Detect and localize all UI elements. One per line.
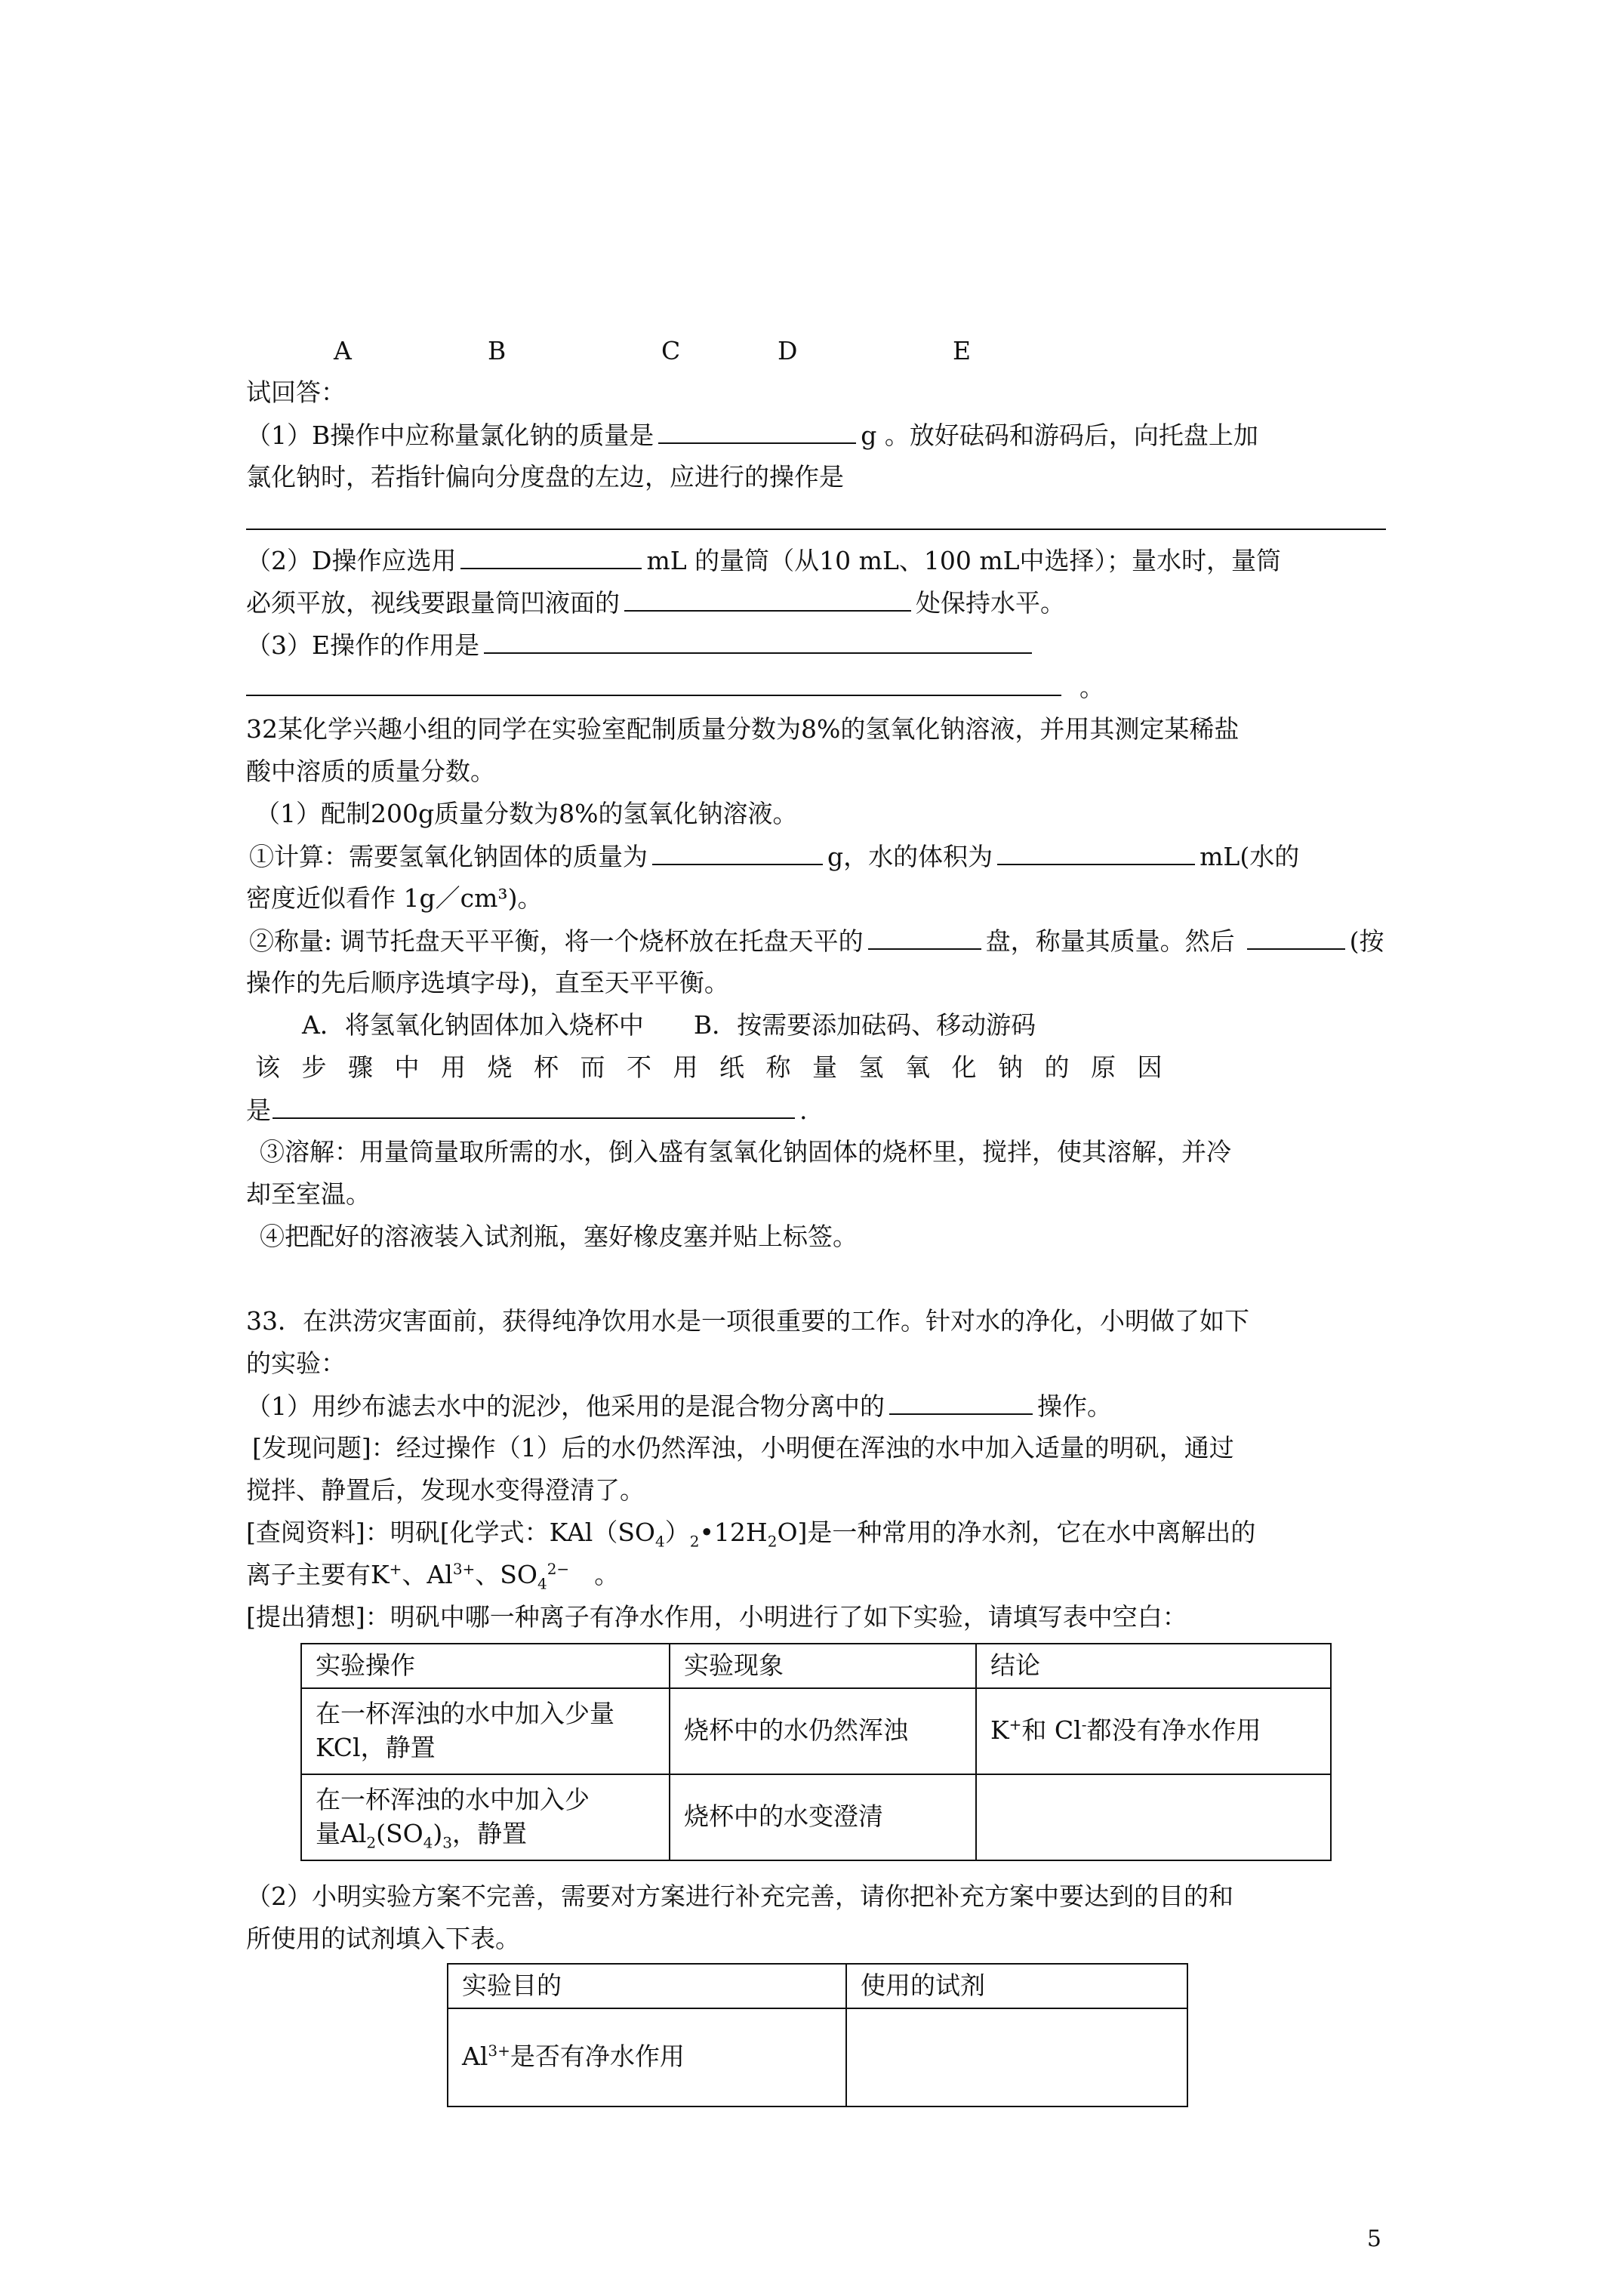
q32-line11: ③溶解：用量筒量取所需的水，倒入盛有氢氧化钠固体的烧杯里，搅拌，使其溶解，并冷 — [260, 1137, 1231, 1166]
q33-l7-text: 、SO — [475, 1560, 537, 1589]
q33-line7 — [246, 1560, 620, 1593]
table-header: 使用的试剂 — [846, 1964, 1187, 2008]
answer-blank[interactable] — [868, 926, 981, 950]
table-cell — [448, 2008, 846, 2106]
q32-line1: 32某化学兴趣小组的同学在实验室配制质量分数为8%的氢氧化钠溶液，并用其测定某稀盐 — [246, 714, 1240, 744]
q32-line7: 操作的先后顺序选填字母)，直至天平平衡。 — [246, 968, 729, 997]
answer-blank[interactable] — [1247, 926, 1345, 950]
q31-p2-text-c: 必须平放，视线要跟量筒凹液面的 — [246, 588, 620, 618]
table-cell — [301, 1774, 670, 1860]
q32-line6 — [249, 926, 1384, 957]
table-cell: 烧杯中的水变澄清 — [670, 1774, 976, 1860]
q33-line8: [提出猜想]：明矾中哪一种离子有净水作用，小明进行了如下实验，请填写表中空白： — [246, 1602, 1187, 1632]
cell-text: K — [990, 1715, 1009, 1746]
figure-label-e: E — [953, 336, 972, 365]
subscript: 3 — [442, 1833, 453, 1852]
subscript: 4 — [537, 1574, 547, 1593]
q32-line13: ④把配好的溶液装入试剂瓶，塞好橡皮塞并贴上标签。 — [260, 1222, 858, 1251]
reagent-input-cell[interactable] — [846, 2008, 1187, 2106]
table-header: 实验现象 — [670, 1644, 976, 1688]
cell-text: (SO — [376, 1818, 423, 1848]
q31-p2-text-d: 处保持水平。 — [916, 588, 1065, 618]
answer-blank[interactable] — [997, 841, 1195, 865]
q33-line4: [发现问题]：经过操作（1）后的水仍然浑浊，小明便在浑浊的水中加入适量的明矾，通过 — [252, 1433, 1234, 1462]
subscript: 4 — [655, 1532, 665, 1551]
table-row — [301, 1688, 1331, 1774]
table-header: 结论 — [976, 1644, 1331, 1688]
q32-line4 — [249, 841, 1299, 872]
table-row — [448, 2008, 1187, 2106]
q31-part2-line2 — [246, 587, 1065, 618]
q32-l4-text-b: g，水的体积为 — [827, 842, 993, 871]
q32-line8: A．将氢氧化钠固体加入烧杯中 B．按需要添加砝码、移动游码 — [302, 1010, 1036, 1040]
cell-text: ，静置 — [452, 1818, 528, 1848]
cell-text: 和 Cl — [1021, 1715, 1082, 1746]
q31-part3-line1 — [246, 630, 1036, 661]
subscript: 2 — [366, 1833, 377, 1852]
q32-l6-text-a: ②称量: 调节托盘天平平衡，将一个烧杯放在托盘天平的 — [249, 926, 864, 956]
cell-text: ) — [433, 1818, 443, 1848]
answer-blank[interactable] — [460, 545, 642, 569]
table-header-row — [301, 1644, 1331, 1688]
q33-l6-text: [查阅资料]：明矾[化学式：KAl（SO — [246, 1518, 655, 1547]
q32-l10-text-a: 是 — [246, 1096, 271, 1125]
q33-line1: 33．在洪涝灾害面前，获得纯净饮用水是一项很重要的工作。针对水的净化，小明做了如下 — [246, 1306, 1249, 1336]
superscript: 3+ — [452, 1560, 476, 1578]
q32-l4-text-a: ①计算：需要氢氧化钠固体的质量为 — [249, 842, 648, 871]
q33-l7-text: 、Al — [402, 1560, 453, 1589]
superscript: - — [1081, 1715, 1087, 1734]
cell-text: 量Al — [316, 1818, 367, 1848]
superscript: + — [389, 1560, 402, 1578]
answer-blank[interactable] — [652, 841, 823, 865]
q33-line5: 搅拌、静置后，发现水变得澄清了。 — [246, 1475, 645, 1505]
figure-label-c: C — [661, 336, 681, 365]
q33-l6-text: O]是一种常用的净水剂，它在水中离解出的 — [777, 1518, 1256, 1547]
table-cell: 烧杯中的水仍然浑浊 — [670, 1688, 976, 1774]
answer-blank[interactable] — [484, 630, 1032, 654]
superscript: 3+ — [488, 2042, 510, 2060]
q31-p2-text-b: mL 的量筒（从10 mL、100 mL中选择）；量水时，量筒 — [646, 546, 1282, 575]
table-header-row — [448, 1964, 1187, 2008]
q31-p3-end: 。 — [1079, 673, 1104, 702]
figure-label-b: B — [488, 336, 507, 365]
q31-part1-line2: 氯化钠时，若指针偏向分度盘的左边，应进行的操作是 — [246, 462, 844, 492]
q33-l7-text: 离子主要有K — [246, 1560, 390, 1589]
cell-text: 是否有净水作用 — [510, 2042, 685, 2072]
subscript: 4 — [423, 1833, 433, 1852]
cell-text: 在一杯浑浊的水中加入少 — [316, 1785, 590, 1814]
q33-line6 — [246, 1518, 1256, 1551]
q31-p1-text-a: （1）B操作中应称量氯化钠的质量是 — [246, 421, 654, 450]
q31-part2-line1 — [246, 545, 1281, 576]
q33-line3 — [246, 1391, 1112, 1422]
q31-intro: 试回答： — [246, 378, 346, 407]
table-cell — [976, 1688, 1331, 1774]
answer-blank[interactable] — [246, 672, 1061, 696]
cell-text: Al — [462, 2042, 488, 2072]
table-header: 实验操作 — [301, 1644, 670, 1688]
cell-text: 都没有净水作用 — [1086, 1715, 1261, 1746]
q33-l3-text-a: （1）用纱布滤去水中的泥沙，他采用的是混合物分离中的 — [246, 1391, 885, 1421]
q31-part1-line1 — [246, 420, 1258, 451]
q33-line10: 所使用的试剂填入下表。 — [246, 1924, 520, 1953]
q31-p1-text-b: g 。放好砝码和游码后，向托盘上加 — [861, 421, 1258, 450]
q32-line3: （1）配制200g质量分数为8%的氢氧化钠溶液。 — [255, 799, 798, 828]
experiment-table — [300, 1643, 1332, 1861]
q32-line9: 该步骤中用烧杯而不用纸称量氢氧化钠的原因 — [255, 1052, 1184, 1082]
q32-line10 — [246, 1095, 808, 1126]
q33-l7-text: 。 — [569, 1560, 620, 1589]
page-number: 5 — [1366, 2226, 1381, 2252]
q31-p3-text-a: （3）E操作的作用是 — [246, 630, 480, 660]
q32-line2: 酸中溶质的质量分数。 — [246, 757, 495, 786]
answer-blank[interactable] — [889, 1391, 1033, 1415]
table-header: 实验目的 — [448, 1964, 846, 2008]
q33-line9: （2）小明实验方案不完善，需要对方案进行补充完善，请你把补充方案中要达到的目的和 — [246, 1881, 1233, 1911]
conclusion-input-cell[interactable] — [976, 1774, 1331, 1860]
subscript: 2 — [767, 1532, 778, 1551]
q32-l4-text-c: mL(水的 — [1200, 842, 1300, 871]
figure-label-d: D — [778, 336, 798, 365]
supplement-table — [447, 1963, 1188, 2107]
answer-blank[interactable] — [273, 1095, 795, 1119]
table-cell: 在一杯浑浊的水中加入少量KCl，静置 — [301, 1688, 670, 1774]
q31-p2-text-a: （2）D操作应选用 — [246, 546, 457, 575]
subscript: 2 — [689, 1532, 700, 1551]
q33-l6-text: ） — [664, 1518, 690, 1547]
q32-line12: 却至室温。 — [246, 1179, 371, 1209]
figure-label-a: A — [334, 336, 352, 365]
q33-l3-text-b: 操作。 — [1037, 1391, 1112, 1421]
q33-line2: 的实验： — [246, 1348, 346, 1378]
q33-l6-text: •12H — [699, 1518, 768, 1547]
superscript: + — [1009, 1715, 1022, 1734]
answer-blank[interactable] — [624, 587, 911, 612]
answer-line[interactable] — [246, 529, 1386, 530]
superscript: 2− — [547, 1560, 570, 1578]
q31-part3-line2 — [246, 672, 1104, 703]
q32-line5: 密度近似看作 1g／cm³)。 — [246, 883, 543, 913]
answer-blank[interactable] — [658, 420, 856, 444]
q32-l6-text-b: 盘，称量其质量。然后 — [985, 926, 1235, 956]
table-row — [301, 1774, 1331, 1860]
q32-l10-text-b: . — [799, 1096, 808, 1125]
q32-l6-text-c: (按 — [1349, 926, 1384, 956]
